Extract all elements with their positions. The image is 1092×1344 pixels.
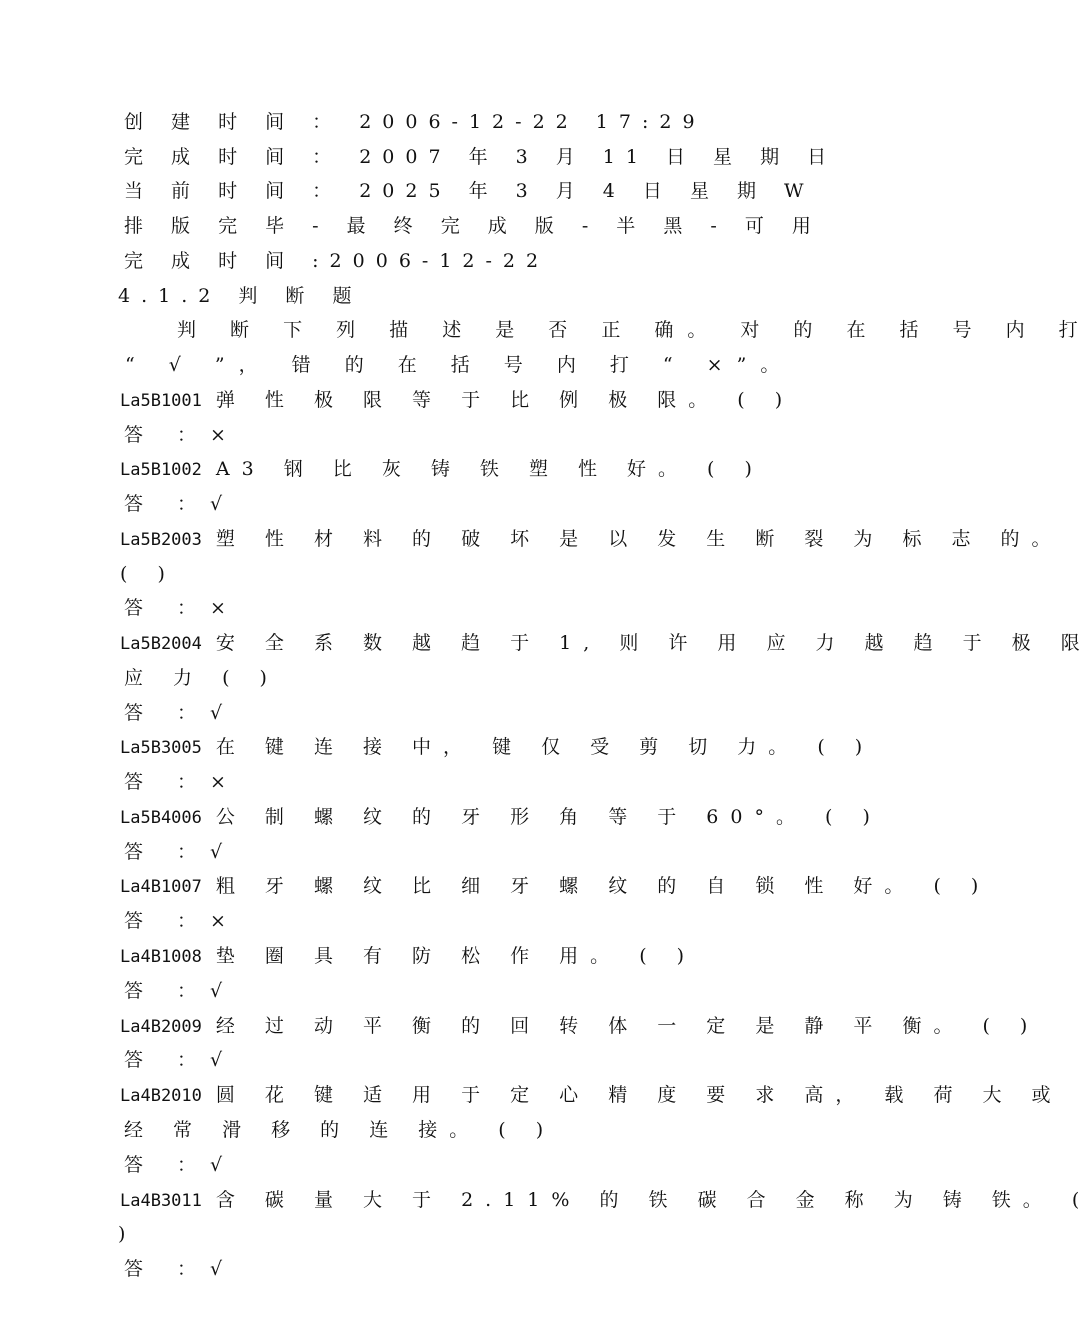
question-10: [120, 1078, 1063, 1112]
answer-label: 答 ：: [124, 702, 211, 724]
answer-11: [124, 1252, 864, 1286]
answer-8: [124, 974, 864, 1008]
answer-mark: ×: [210, 910, 226, 932]
answer-label: 答 ：: [124, 493, 211, 515]
answer-3: [124, 591, 864, 625]
answer-label: 答 ：: [124, 1258, 211, 1280]
question-4-continuation: 应 力 ( ): [124, 667, 279, 689]
question-code: La4B2010: [120, 1086, 202, 1106]
created-time-line: 创 建 时 间 ： 2006-12-22 17:29: [124, 111, 706, 133]
question-3-continuation: ( ): [120, 563, 177, 585]
question-text: 含 碳 量 大 于 2.11% 的 铁 碳 合 金 称 为 铸 铁。 (: [215, 1189, 1092, 1211]
question-text: A3 钢 比 灰 铸 铁 塑 性 好。 ( ): [215, 458, 764, 480]
answer-4: [124, 696, 864, 730]
answer-label: 答 ：: [124, 1049, 211, 1071]
answer-mark: ×: [210, 424, 226, 446]
answer-label: 答 ：: [124, 597, 211, 619]
question-7: [120, 869, 991, 903]
answer-label: 答 ：: [124, 1154, 211, 1176]
answer-label: 答 ：: [124, 980, 211, 1002]
question-text: 塑 性 材 料 的 破 坏 是 以 发 生 断 裂 为 标 志 的。: [215, 528, 1063, 550]
finish-time-line-2: 完 成 时 间 :2006-12-22: [124, 250, 550, 272]
answer-mark: √: [210, 702, 223, 724]
question-10-continuation: 经 常 滑 移 的 连 接。 ( ): [124, 1119, 556, 1141]
question-code: La5B1001: [120, 391, 202, 411]
question-code: La4B3011: [120, 1191, 202, 1211]
question-code: La4B2009: [120, 1017, 202, 1037]
answer-mark: √: [210, 841, 223, 863]
question-code: La4B1007: [120, 877, 202, 897]
answer-label: 答 ：: [124, 910, 211, 932]
question-code: La5B4006: [120, 808, 202, 828]
answer-mark: √: [210, 493, 223, 515]
question-4: [120, 626, 1092, 660]
answer-mark: √: [210, 1154, 223, 1176]
question-2: [120, 452, 860, 486]
answer-label: 答 ：: [124, 841, 211, 863]
answer-label: 答 ：: [124, 424, 211, 446]
question-code: La5B3005: [120, 738, 202, 758]
answer-6: [124, 835, 864, 869]
answer-7: [124, 904, 864, 938]
question-text: 经 过 动 平 衡 的 回 转 体 一 定 是 静 平 衡。 ( ): [215, 1015, 1040, 1037]
question-5: [120, 730, 875, 764]
answer-mark: √: [210, 1049, 223, 1071]
question-11-continuation: ): [118, 1223, 138, 1245]
question-code: La5B2003: [120, 530, 202, 550]
question-code: La4B1008: [120, 947, 202, 967]
answer-mark: √: [210, 980, 223, 1002]
question-1: [120, 383, 860, 417]
question-text: 公 制 螺 纹 的 牙 形 角 等 于 60°。 ( ): [215, 806, 882, 828]
answer-mark: ×: [210, 597, 226, 619]
question-9: [120, 1009, 1040, 1043]
question-text: 弹 性 极 限 等 于 比 例 极 限。 ( ): [215, 389, 795, 411]
question-code: La5B1002: [120, 460, 202, 480]
question-code: La5B2004: [120, 634, 202, 654]
answer-10: [124, 1148, 864, 1182]
current-time-line: 当 前 时 间 ： 2025 年 3 月 4 日 星 期 W: [124, 180, 815, 202]
instruction-line-2: “ √ ”， 错 的 在 括 号 内 打 “ ×”。: [125, 354, 794, 376]
answer-2: [124, 487, 864, 521]
finished-time-line: 完 成 时 间 ： 2007 年 3 月 11 日 星 期 日: [124, 146, 838, 168]
answer-5: [124, 765, 864, 799]
answer-mark: ×: [210, 771, 226, 793]
section-title: 4.1.2 判 断 题: [118, 285, 363, 307]
question-text: 粗 牙 螺 纹 比 细 牙 螺 纹 的 自 锁 性 好。 ( ): [215, 875, 991, 897]
question-3: [120, 522, 1063, 556]
question-8: [120, 939, 860, 973]
question-text: 安 全 系 数 越 趋 于 1, 则 许 用 应 力 越 趋 于 极 限: [215, 632, 1092, 654]
answer-label: 答 ：: [124, 771, 211, 793]
question-text: 圆 花 键 适 用 于 定 心 精 度 要 求 高， 载 荷 大 或: [215, 1084, 1063, 1106]
answer-9: [124, 1043, 864, 1077]
question-text: 在 键 连 接 中， 键 仅 受 剪 切 力。 ( ): [215, 736, 875, 758]
answer-mark: √: [210, 1258, 223, 1280]
question-11: [120, 1183, 1092, 1217]
question-text: 垫 圈 具 有 防 松 作 用。 ( ): [215, 945, 697, 967]
instruction-line-1: 判 断 下 列 描 述 是 否 正 确。 对 的 在 括 号 内 打: [177, 319, 1092, 341]
layout-note-line: 排 版 完 毕 - 最 终 完 成 版 - 半 黑 - 可 用: [124, 215, 822, 237]
answer-1: [124, 418, 864, 452]
question-6: [120, 800, 882, 834]
